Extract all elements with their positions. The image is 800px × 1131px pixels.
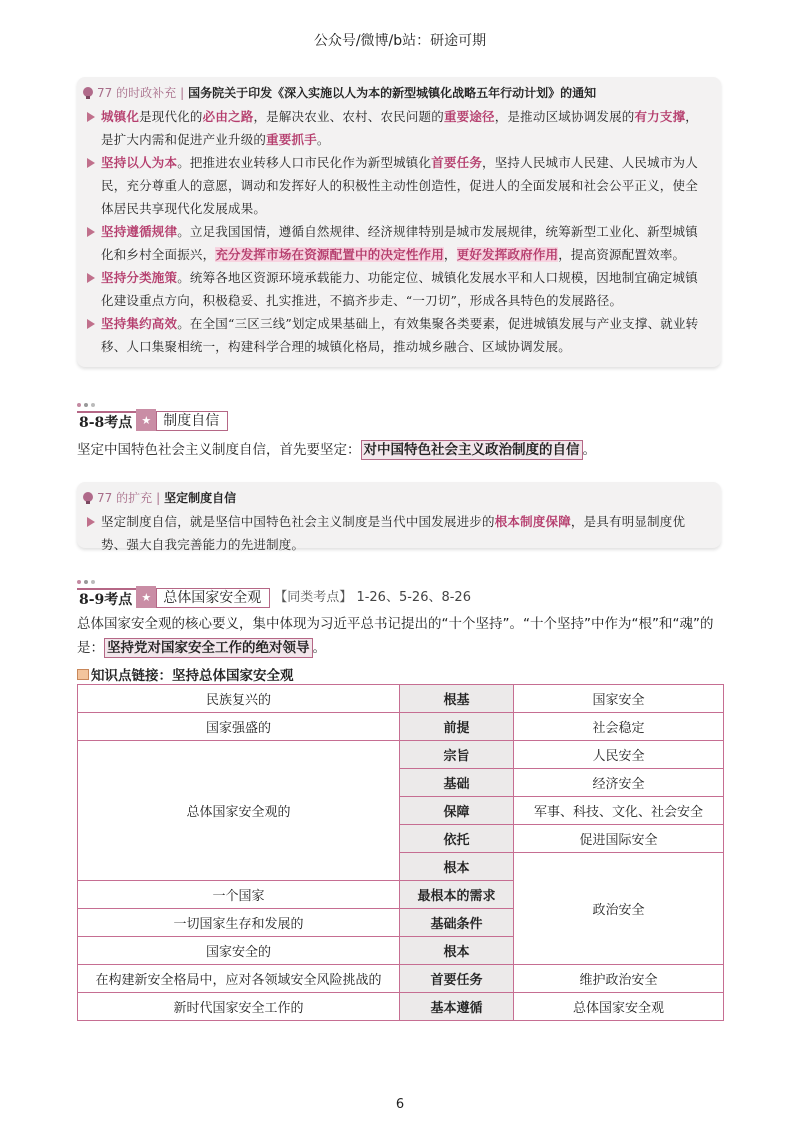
table-key-cell: 保障 [400, 797, 514, 825]
section-8-9-heading [77, 588, 471, 608]
section-8-8-text: 坚定中国特色社会主义制度自信，首先要坚定： 对中国特色社会主义政治制度的自信 。 [77, 442, 596, 458]
bullet-text: 。把推进农业转移人口市民化作为新型城镇化 [177, 155, 432, 170]
bullet-text: 。在全国“三区三线”划定成果基础上，有效集聚各类要素，促进城镇发展与产业支撑、就业转移、人口集聚相统一，构建科学合理的城镇化格局，推动城乡融合、区域协调发展。 [101, 316, 699, 354]
table-row [78, 713, 724, 741]
bullet-list [77, 101, 721, 364]
table-key-cell: 根本 [400, 937, 514, 965]
separator: | [156, 490, 161, 505]
bullet-text: ，坚持人民城市人民建、人民城市为人民，充分尊重人的意愿，调动和发挥好人的积极性主动性创造性，促进人的全面发展和社会公平正义，使全体居民共享现代化发展成果。 [101, 155, 698, 216]
page-number: 6 [395, 1097, 405, 1112]
bullet-text: ，是解决农业、农村、农民问题的 [253, 109, 444, 124]
section-id: 8-8考点 [77, 411, 136, 431]
bullet-item [85, 220, 709, 266]
highlighted-phrase: 根本制度保障 [494, 514, 571, 529]
table-cell: 一切国家生存和发展的 [78, 909, 400, 937]
table-cell: 维护政治安全 [514, 965, 724, 993]
bullet-text: 。 [316, 132, 330, 147]
highlighted-phrase: 坚持集约高效 [101, 316, 178, 331]
highlighted-phrase: 首要任务 [431, 155, 483, 170]
table-cell: 经济安全 [514, 769, 724, 797]
star-icon: ★ [136, 409, 156, 431]
bullet-text: ，提高资源配置效率。 [558, 247, 686, 262]
bullet-text: ，是扩大内需和促进产业升级的 [101, 109, 698, 147]
table-key-cell: 根基 [400, 685, 514, 713]
table-key-cell: 根本 [400, 853, 514, 881]
table-cell: 国家安全 [514, 685, 724, 713]
bullet-text: 坚定制度自信，就是坚信中国特色社会主义制度是当代中国发展进步的 [101, 514, 495, 529]
box-tag: 77 的时政补充 [97, 86, 177, 100]
table-key-cell: 首要任务 [400, 965, 514, 993]
lightbulb-icon [83, 87, 93, 99]
table-cell: 社会稳定 [514, 713, 724, 741]
table-cell: 政治安全 [514, 853, 724, 965]
table-cell: 在构建新安全格局中，应对各领域安全风险挑战的 [78, 965, 400, 993]
bullet-item [85, 266, 709, 312]
question-text: 总体国家安全观的核心要义，集中体现为习近平总书记提出的“十个坚持”。“十个坚持”中作为“根”和“魂”的是： [77, 616, 714, 656]
bullet-item [85, 510, 709, 556]
question-text: 坚定中国特色社会主义制度自信，首先要坚定： [77, 442, 361, 458]
lightbulb-icon [83, 492, 93, 504]
security-concept-table [77, 684, 724, 1021]
policy-supplement-box [77, 77, 721, 367]
table-key-cell: 依托 [400, 825, 514, 853]
table-row [78, 965, 724, 993]
table-key-cell: 基础条件 [400, 909, 514, 937]
bullet-list [77, 506, 721, 562]
bullet-item [85, 105, 709, 151]
decor-dots [77, 403, 95, 407]
knowledge-link-title: 知识点链接：坚持总体国家安全观 [77, 664, 294, 684]
section-8-8-heading [77, 411, 228, 431]
page-header: 公众号/微博/b站：研途可期 [313, 33, 487, 49]
bullet-text: 是现代化的 [139, 109, 203, 124]
answer-highlight: 对中国特色社会主义政治制度的自信 [361, 440, 583, 460]
highlighted-phrase: 坚持以人为本 [101, 155, 178, 170]
section-id: 8-9考点 [77, 588, 136, 608]
table-key-cell: 最根本的需求 [400, 881, 514, 909]
related-points: 【同类考点】 1-26、5-26、8-26 [274, 590, 471, 605]
table-key-cell: 前提 [400, 713, 514, 741]
star-icon: ★ [136, 586, 156, 608]
highlighted-phrase: 重要抓手 [266, 132, 317, 147]
table-cell: 军事、科技、文化、社会安全 [514, 797, 724, 825]
table-cell: 人民安全 [514, 741, 724, 769]
highlighted-phrase: 城镇化 [101, 109, 140, 124]
highlighted-phrase: 必由之路 [202, 109, 254, 124]
highlighted-phrase: 坚持遵循规律 [101, 224, 178, 239]
highlighted-phrase: 有力支撑 [634, 109, 686, 124]
decor-dots [77, 580, 95, 584]
book-icon [77, 669, 89, 680]
expansion-box [77, 482, 721, 552]
bullet-text: ， [443, 247, 457, 262]
table-row [78, 993, 724, 1021]
table-cell: 总体国家安全观的 [78, 741, 400, 881]
table-cell: 一个国家 [78, 881, 400, 909]
table-cell: 国家强盛的 [78, 713, 400, 741]
table-row [78, 685, 724, 713]
bullet-item [85, 151, 709, 220]
bullet-item [85, 312, 709, 358]
table-key-cell: 基础 [400, 769, 514, 797]
answer-highlight: 坚持党对国家安全工作的绝对领导 [104, 638, 313, 658]
table-key-cell: 宗旨 [400, 741, 514, 769]
highlighted-phrase: 更好发挥政府作用 [456, 247, 559, 262]
table-cell: 民族复兴的 [78, 685, 400, 713]
table-cell: 促进国际安全 [514, 825, 724, 853]
table-cell: 总体国家安全观 [514, 993, 724, 1021]
table-cell: 国家安全的 [78, 937, 400, 965]
table-row [78, 741, 724, 769]
highlighted-phrase: 重要途径 [443, 109, 495, 124]
bullet-text: ，是具有明显制度优势、强大自我完善能力的先进制度。 [101, 514, 686, 552]
bullet-text: 。统筹各地区资源环境承载能力、功能定位、城镇化发展水平和人口规模，因地制宜确定城镇化建设重点方向，积极稳妥、扎实推进，不搞齐步走、“一刀切”，形成各具特色的发展路径。 [101, 270, 698, 308]
section-title: 总体国家安全观 [156, 588, 270, 608]
box-header [77, 77, 721, 101]
bullet-text: 。立足我国国情，遵循自然规律、经济规律特别是城市发展规律，统筹新型工业化、新型城镇化和乡村全面振兴， [101, 224, 698, 262]
bullet-text: ，是推动区域协调发展的 [494, 109, 635, 124]
box-title: 坚定制度自信 [164, 491, 237, 505]
box-header [77, 482, 721, 506]
table-cell: 新时代国家安全工作的 [78, 993, 400, 1021]
box-title: 国务院关于印发《深入实施以人为本的新型城镇化战略五年行动计划》的通知 [188, 86, 597, 100]
highlighted-phrase: 坚持分类施策 [101, 270, 178, 285]
separator: | [180, 85, 185, 100]
section-title: 制度自信 [156, 411, 228, 431]
table-key-cell: 基本遵循 [400, 993, 514, 1021]
box-tag: 77 的扩充 [97, 491, 153, 505]
section-8-9-text: 总体国家安全观的核心要义，集中体现为习近平总书记提出的“十个坚持”。“十个坚持”中作为“根”和“魂”的是： 坚持党对国家安全工作的绝对领导 。 [77, 616, 714, 656]
highlighted-phrase: 充分发挥市场在资源配置中的决定性作用 [215, 247, 444, 262]
